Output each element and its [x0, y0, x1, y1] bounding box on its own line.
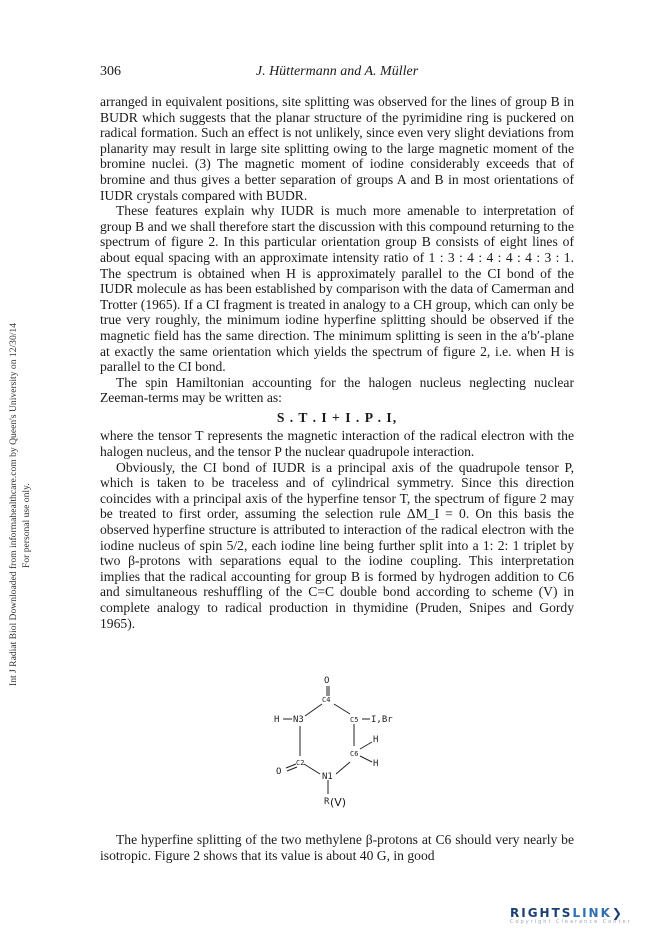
structure-diagram [270, 664, 420, 814]
atom-label: C4 [322, 696, 331, 704]
download-notice-line-2: For personal use only. [21, 483, 32, 568]
atom-label: I,Br [371, 715, 393, 725]
atom-label: C2 [296, 759, 305, 767]
closing-text [100, 832, 574, 863]
atom-label: H [373, 759, 379, 769]
rightslink-logo[interactable] [510, 906, 660, 932]
paragraph: where the tensor T represents the magnetic interaction of the radical electron with the halogen nucleus, and the tensor P the nuclear quadrupole interaction. [100, 428, 574, 460]
body-text [100, 94, 574, 631]
download-notice [6, 268, 46, 688]
atom-label: R [324, 797, 330, 807]
paragraph: These features explain why IUDR is much more amenable to interpretation of group B and we shall therefore start the discussion with this compound returning to the spectrum of figure 2. In this particular orientation group B consists of eight lines of about equal spacing with an approximate intensity ratio of 1 : 3 : 4 : 4 : 4 : 4 : 3 : 1. The spectrum is obtained when H is approximately parallel to the CI bond of the IUDR molecule as has been established by comparison with the data of Camerman and Trotter (1965). If a CI fragment is treated in analogy to a CH group, which can only be true very roughly, the minimum iodine hyperfine splitting should be observed if the magnetic field has the same direction. The minimum splitting is seen in the a′b′-plane at exactly the same orientation which yields the spectrum of figure 2, i.e. when H is parallel to the CI bond. [100, 203, 574, 375]
atom-label: O [276, 767, 282, 777]
scheme-label: (V) [329, 796, 347, 809]
paragraph: The hyperfine splitting of the two methylene β-protons at C6 should very nearly be isotropic. Figure 2 shows that its value is about 40 G, in good [100, 832, 574, 863]
paragraph: arranged in equivalent positions, site splitting was observed for the lines of group B in BUDR which suggests that the planar structure of the pyrimidine ring is puckered on radical formation. Such an effect is not unlikely, since even very slight deviations from planarity may result in large site splitting owing to the large magnetic moment of the bromine nuclei. (3) The magnetic moment of iodine considerably exceeds that of bromine and thus gives a better separation of groups A and B in most orientations of IUDR crystals compared with BUDR. [100, 94, 574, 203]
atom-label: N1 [322, 772, 333, 782]
rightslink-brand-b: LINK [572, 906, 612, 920]
atom-label: N3 [293, 715, 304, 725]
atom-label: H [373, 735, 379, 745]
page-number: 306 [100, 64, 121, 79]
spin-hamiltonian-equation: S . T . I + I . P . I, [276, 409, 398, 425]
paragraph: Obviously, the CI bond of IUDR is a principal axis of the quadrupole tensor P, which is taken to be traceless and of cylindrical symmetry. Since this direction coincides with a principal axis of the hyperfine tensor T, the spectrum of figure 2 may be treated to first order, assuming the selection rule ΔM_I = 0. On this basis the observed hyperfine structure is attributed to interaction of the radical electron with the iodine nucleus of spin 5/2, each iodine line being further split into a 1: 2: 1 triplet by two β-protons with separations equal to the iodine coupling. This interpretation implies that the radical accounting for group B is formed by hydrogen addition to C6 and simultaneous reshuffling of the C=C double bond according to scheme (V) in complete analogy to radical production in thymidine (Pruden, Snipes and Gordy 1965). [100, 459, 574, 631]
paragraph: The spin Hamiltonian accounting for the halogen nucleus neglecting nuclear Zeeman-terms may be written as: [100, 374, 574, 406]
chevron-right-icon: ❯ [611, 906, 624, 920]
download-notice-line-1: Int J Radiat Biol Downloaded from informahealthcare.com by Queen's University on 12/30/14 [8, 322, 19, 686]
atom-label: O [324, 676, 330, 686]
atom-label: H [274, 715, 280, 725]
rightslink-brand-a: RIGHTS [510, 906, 573, 920]
atom-label: C6 [350, 750, 359, 758]
atom-label: C5 [350, 716, 359, 724]
running-head: J. Hüttermann and A. Müller [255, 64, 419, 79]
page-header [100, 64, 574, 82]
rightslink-tagline: Copyright Clearance Center [510, 919, 632, 925]
